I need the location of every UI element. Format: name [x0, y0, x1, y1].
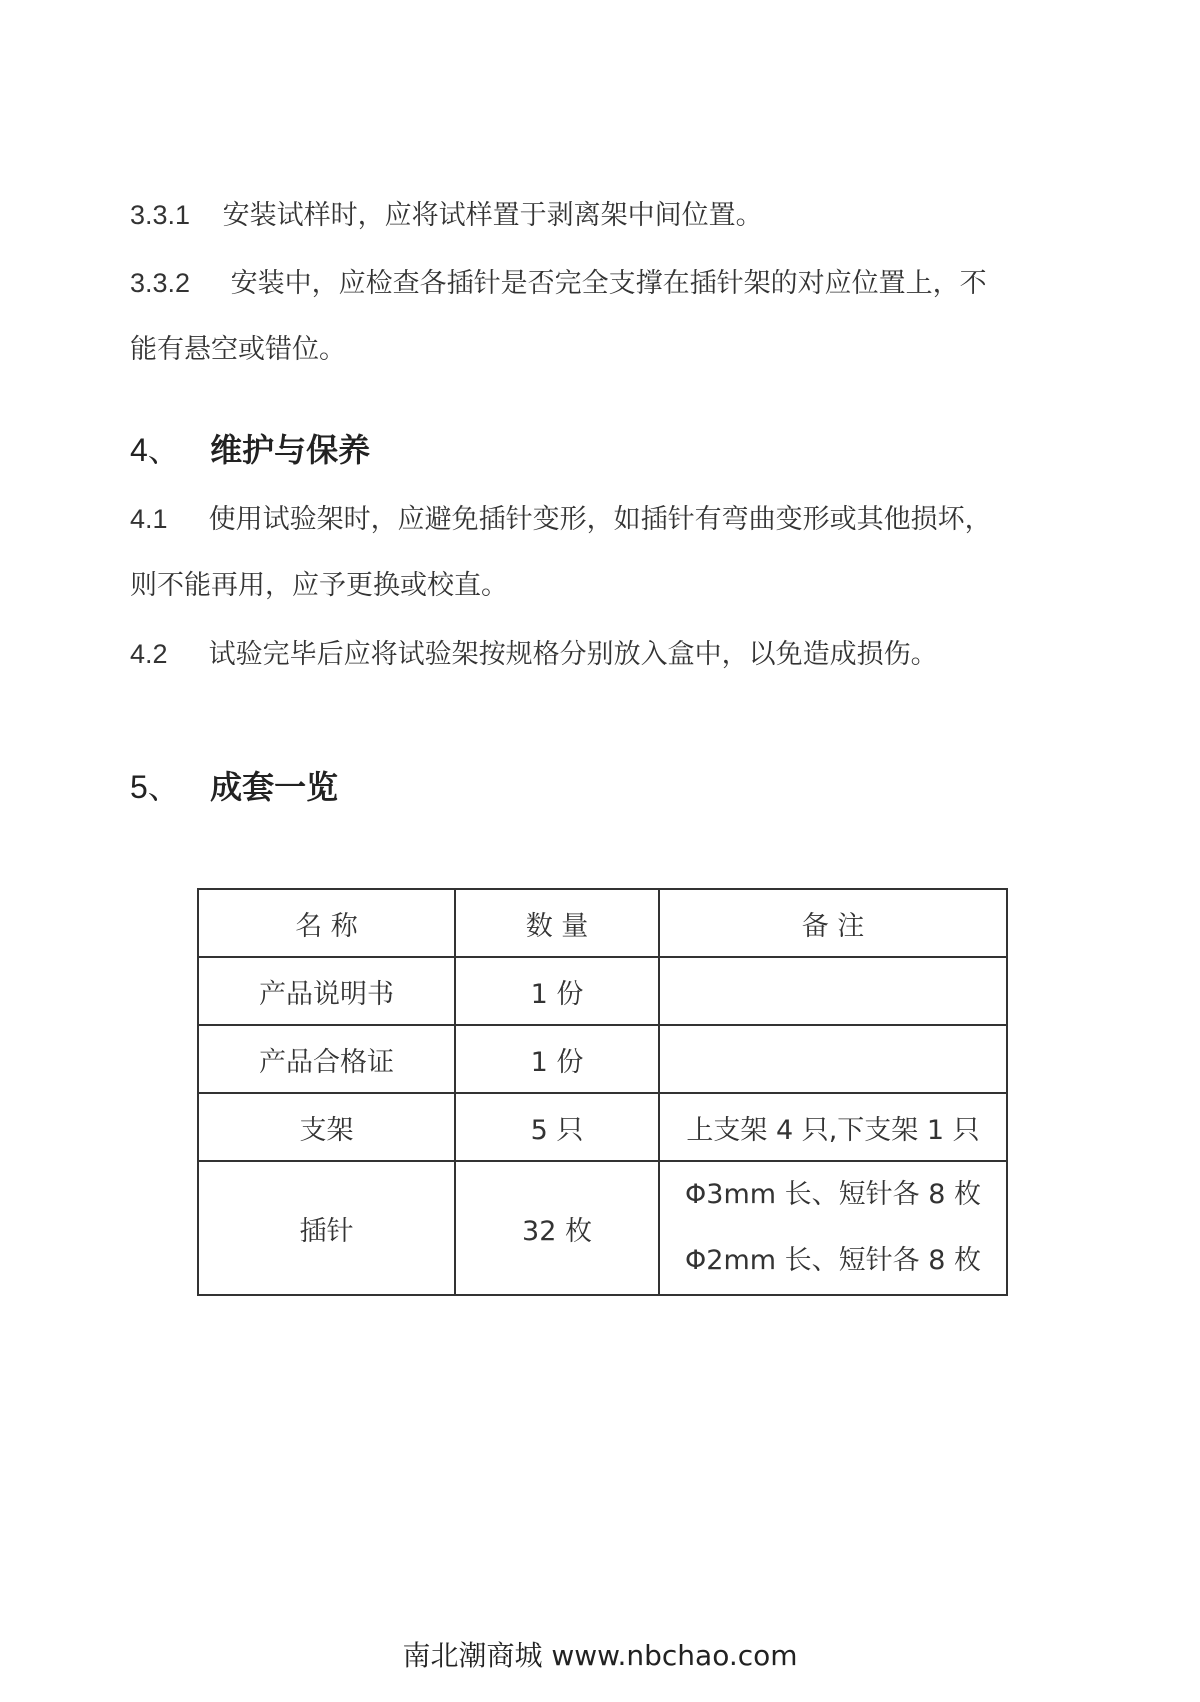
paragraph-4-1: [130, 499, 992, 540]
table-row: [198, 957, 1007, 1025]
table-cell-note: [659, 1161, 1007, 1295]
table-header-row: [198, 889, 1007, 957]
paragraph-4-1-continuation: [130, 566, 508, 606]
paragraph-4-2: [130, 634, 938, 675]
section-heading-5: [130, 765, 338, 809]
paragraph-number: 3.3.2: [130, 268, 191, 298]
paragraph-text: 试验完毕后应将试验架按规格分别放入盒中，以免造成损伤。: [208, 639, 938, 670]
table-cell-quantity: 1 份: [455, 1025, 659, 1093]
paragraph-3-3-2-continuation: [130, 330, 346, 370]
table-cell-name: 支架: [198, 1093, 455, 1161]
kit-contents-table: [197, 888, 1008, 1296]
heading-number: 4、: [130, 432, 180, 468]
heading-title: 成套一览: [210, 768, 339, 806]
footer-watermark: 南北潮商城 www.nbchao.com: [402, 1639, 798, 1672]
paragraph-number: 3.3.1: [130, 200, 191, 230]
table-cell-name: 产品说明书: [198, 957, 455, 1025]
table-header-quantity: 数 量: [455, 889, 659, 957]
table-cell-quantity: 1 份: [455, 957, 659, 1025]
table-cell-note: [659, 957, 1007, 1025]
paragraph-number: 4.2: [130, 639, 168, 669]
table-cell-name: 插针: [198, 1161, 455, 1295]
heading-title: 维护与保养: [210, 431, 371, 469]
table-cell-note: 上支架 4 只,下支架 1 只: [659, 1093, 1007, 1161]
paragraph-text: 安装试样时，应将试样置于剥离架中间位置。: [222, 200, 763, 231]
paragraph-text: 安装中，应检查各插针是否完全支撑在插针架的对应位置上，不: [230, 268, 987, 299]
heading-number: 5、: [130, 769, 180, 805]
table-cell-name: 产品合格证: [198, 1025, 455, 1093]
paragraph-text: 则不能再用，应予更换或校直。: [130, 570, 508, 601]
paragraph-text: 能有悬空或错位。: [130, 334, 346, 365]
paragraph-3-3-2: [130, 263, 987, 304]
table-header-name: 名 称: [198, 889, 455, 957]
table-row: [198, 1025, 1007, 1093]
paragraph-text: 使用试验架时，应避免插针变形，如插针有弯曲变形或其他损坏，: [208, 504, 992, 535]
table-header-note: 备 注: [659, 889, 1007, 957]
table-cell-note: [659, 1025, 1007, 1093]
table-cell-quantity: 32 枚: [455, 1161, 659, 1295]
section-heading-4: [130, 428, 370, 472]
paragraph-3-3-1: [130, 195, 763, 236]
paragraph-number: 4.1: [130, 504, 168, 534]
note-line: Φ2mm 长、短针各 8 枚: [685, 1245, 981, 1276]
table-cell-quantity: 5 只: [455, 1093, 659, 1161]
table-row: [198, 1093, 1007, 1161]
table-row: [198, 1161, 1007, 1295]
note-line: Φ3mm 长、短针各 8 枚: [685, 1179, 981, 1210]
